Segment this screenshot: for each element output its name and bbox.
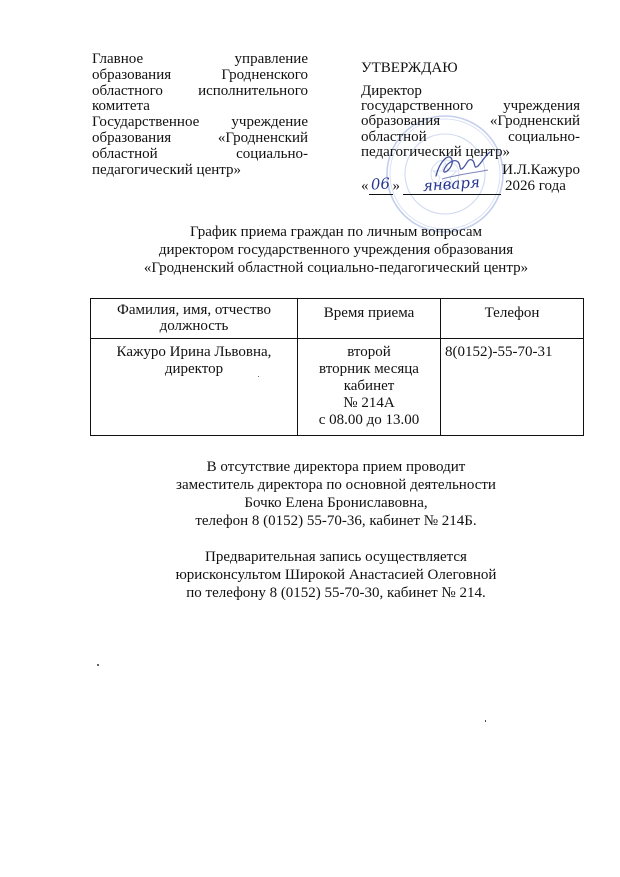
org-line: комитета bbox=[92, 98, 150, 115]
org-line: Государственное учреждение bbox=[92, 114, 308, 131]
org-line: педагогический центр» bbox=[92, 161, 242, 178]
appointment-note-line: Предварительная запись осуществляется bbox=[205, 549, 467, 565]
document-title bbox=[90, 223, 582, 277]
deputy-note-line: В отсутствие директора прием проводит bbox=[206, 459, 466, 475]
date-year: 2026 года bbox=[505, 178, 566, 194]
time-line: с 08.00 до 13.00 bbox=[318, 412, 420, 428]
date-month: января bbox=[422, 173, 481, 195]
appointment-note bbox=[90, 548, 582, 602]
title-line: «Гродненский областной социально-педагогический центр» bbox=[143, 260, 529, 276]
header-person-line: Фамилия, имя, отчество bbox=[117, 302, 271, 318]
approval-heading: УТВЕРЖДАЮ bbox=[361, 60, 458, 76]
position-line: государственного учреждения bbox=[361, 98, 580, 115]
approver-position bbox=[361, 84, 580, 160]
header-person bbox=[91, 299, 298, 339]
org-line: образования «Гродненский bbox=[92, 129, 308, 146]
person-line: директор bbox=[164, 361, 224, 377]
appointment-note-line: юрисконсультом Широкой Анастасией Олеговной bbox=[175, 567, 497, 583]
scan-speck bbox=[258, 376, 259, 377]
title-line: директором государственного учреждения образования bbox=[158, 242, 514, 258]
position-line: Директор bbox=[361, 83, 422, 99]
date-day: 06 bbox=[370, 174, 391, 194]
table-row bbox=[91, 339, 584, 436]
organization-header bbox=[92, 52, 308, 178]
org-line: образования Гродненского bbox=[92, 66, 308, 83]
cell-phone: 8(0152)-55-70-31 bbox=[441, 339, 584, 436]
header-phone: Телефон bbox=[441, 299, 584, 339]
date-month-blank bbox=[403, 173, 501, 195]
date-close-quote: » bbox=[392, 178, 400, 194]
scan-speck bbox=[97, 664, 99, 666]
schedule-table bbox=[90, 298, 584, 436]
table-header-row bbox=[91, 299, 584, 339]
deputy-note-line: Бочко Елена Брониславовна, bbox=[244, 495, 428, 511]
org-line: областной социально- bbox=[92, 145, 308, 162]
date-open-quote: « bbox=[361, 178, 369, 194]
deputy-note-line: телефон 8 (0152) 55-70-36, кабинет № 214Б. bbox=[195, 513, 477, 529]
time-line: кабинет bbox=[343, 378, 395, 394]
position-line: образования «Гродненский bbox=[361, 113, 580, 130]
deputy-note bbox=[90, 458, 582, 530]
time-line: № 214А bbox=[343, 395, 395, 411]
appointment-note-line: по телефону 8 (0152) 55-70-30, кабинет № 214. bbox=[186, 585, 486, 601]
header-person-line: должность bbox=[159, 318, 229, 334]
position-line: областной социально- bbox=[361, 128, 580, 145]
time-line: второй bbox=[347, 344, 391, 360]
time-line: вторник месяца bbox=[319, 361, 419, 377]
org-line: областного исполнительного bbox=[92, 82, 308, 99]
scan-speck bbox=[485, 720, 486, 722]
date-day-blank bbox=[369, 174, 393, 195]
org-line: Главное управление bbox=[92, 51, 308, 67]
header-time: Время приема bbox=[298, 299, 441, 339]
position-line: педагогический центр» bbox=[361, 143, 511, 160]
signer-name: И.Л.Кажуро bbox=[502, 162, 580, 178]
approval-date bbox=[361, 173, 580, 195]
deputy-note-line: заместитель директора по основной деятельности bbox=[176, 477, 496, 493]
cell-time bbox=[298, 339, 441, 436]
cell-person bbox=[91, 339, 298, 436]
title-line: График приема граждан по личным вопросам bbox=[190, 224, 482, 240]
person-line: Кажуро Ирина Львовна, bbox=[116, 344, 272, 360]
